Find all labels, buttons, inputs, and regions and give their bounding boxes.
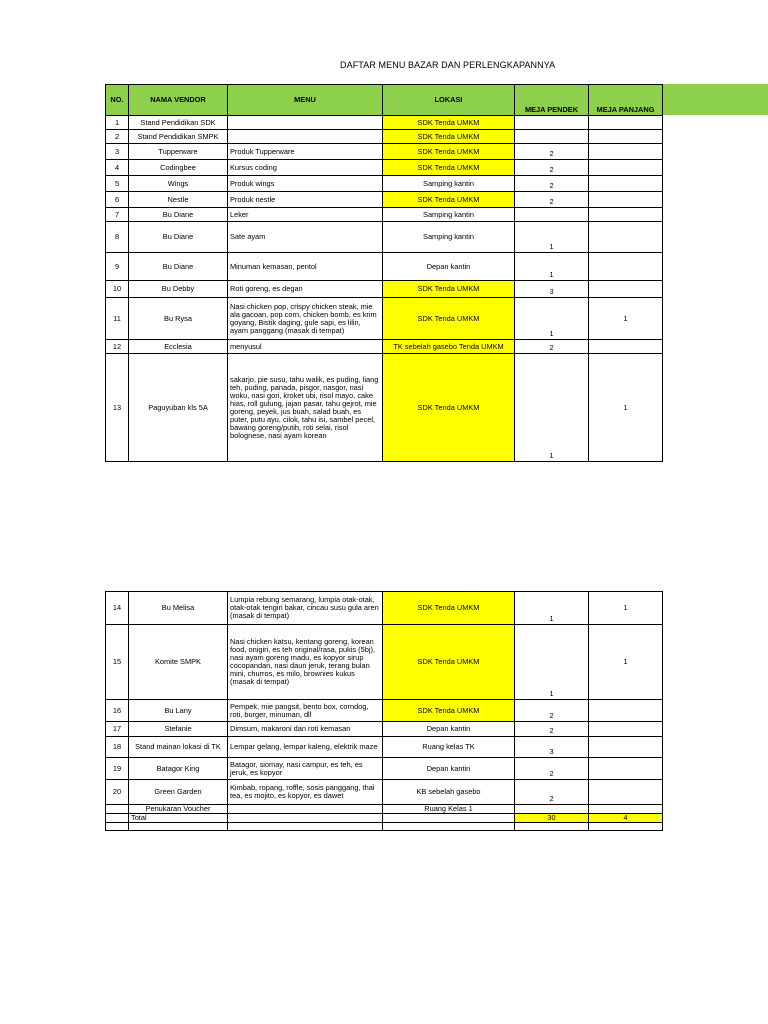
- row-lokasi: Ruang kelas TK: [383, 737, 515, 758]
- total-meja-pendek: 30: [515, 814, 589, 823]
- table-row: [106, 208, 663, 222]
- row-menu: Nasi chicken katsu, kentang goreng, korean food, onigiri, es teh original/rasa, pukis (5bj), nasi ayam goreng madu, es kopyor sirup cocopandan, nasi daun jeruk, terang bulan mini, churros, es milo, brownies kukus (masak di tempat): [228, 625, 383, 700]
- row-meja-pendek: 1: [515, 592, 589, 625]
- row-menu: Pempek, mie pangsit, bento box, corndog, roti, burger, minuman, dll: [228, 700, 383, 722]
- row-lokasi: Samping kantin: [383, 208, 515, 222]
- row-meja-pendek: [515, 208, 589, 222]
- header-green-fill: [663, 84, 768, 115]
- page-title: DAFTAR MENU BAZAR DAN PERLENGKAPANNYA: [340, 60, 556, 70]
- row-meja-panjang: [589, 144, 663, 160]
- row-vendor: Bu Diane: [129, 222, 228, 253]
- row-menu: [228, 130, 383, 144]
- row-meja-pendek: 1: [515, 222, 589, 253]
- row-no: 20: [106, 780, 129, 805]
- row-no: 9: [106, 253, 129, 281]
- row-lokasi: Samping kantin: [383, 222, 515, 253]
- row-meja-panjang: 1: [589, 592, 663, 625]
- row-vendor: Nestle: [129, 192, 228, 208]
- row-meja-pendek: [515, 116, 589, 130]
- row-menu: Lumpia rebung semarang, lumpia otak-otak, otak-otak tengiri bakar, cincau susu gula aren (masak di tempat): [228, 592, 383, 625]
- row-meja-panjang: [589, 780, 663, 805]
- row-vendor: Bu Rysa: [129, 298, 228, 340]
- row-vendor: Green Garden: [129, 780, 228, 805]
- row-meja-panjang: [589, 700, 663, 722]
- row-meja-pendek: 1: [515, 625, 589, 700]
- row-no: 11: [106, 298, 129, 340]
- row-no: 15: [106, 625, 129, 700]
- row-no: 16: [106, 700, 129, 722]
- menu-table-page-2: [105, 591, 663, 831]
- table-row: [106, 298, 663, 340]
- row-menu: Sate ayam: [228, 222, 383, 253]
- table-row: [106, 222, 663, 253]
- row-menu: Kimbab, ropang, roffle, sosis panggang, thai tea, es mojito, es kopyor, es dawet: [228, 780, 383, 805]
- table-row: [106, 737, 663, 758]
- row-menu: Produk nestle: [228, 192, 383, 208]
- row-menu: Produk Tupperware: [228, 144, 383, 160]
- row-no: 18: [106, 737, 129, 758]
- row-no: 17: [106, 722, 129, 737]
- voucher-no: [106, 805, 129, 814]
- header-vendor: NAMA VENDOR: [129, 85, 228, 116]
- row-lokasi: TK sebelah gasebo Tenda UMKM: [383, 340, 515, 354]
- row-vendor: Stefanie: [129, 722, 228, 737]
- row-meja-panjang: [589, 116, 663, 130]
- row-no: 5: [106, 176, 129, 192]
- row-lokasi: KB sebelah gasebo: [383, 780, 515, 805]
- row-meja-panjang: [589, 281, 663, 298]
- row-meja-pendek: 1: [515, 298, 589, 340]
- row-lokasi: SDK Tenda UMKM: [383, 281, 515, 298]
- table-row: [106, 340, 663, 354]
- row-no: 2: [106, 130, 129, 144]
- row-vendor: Codingbee: [129, 160, 228, 176]
- table-row: [106, 625, 663, 700]
- row-vendor: Batagor King: [129, 758, 228, 780]
- row-menu: Minuman kemasan, pentol: [228, 253, 383, 281]
- total-no: [106, 814, 129, 823]
- total-meja-panjang: 4: [589, 814, 663, 823]
- row-meja-panjang: [589, 160, 663, 176]
- row-meja-panjang: [589, 758, 663, 780]
- row-meja-panjang: [589, 722, 663, 737]
- row-menu: Produk wings: [228, 176, 383, 192]
- row-menu: Nasi chicken pop, crispy chicken steak, mie ala gacoan, pop corn, chicken bomb, es krim goyang, Bistik daging, gule sapi, es lilin, ayam panggang (masak di tempat): [228, 298, 383, 340]
- total-label: Total: [129, 814, 228, 823]
- row-vendor: Ecclesia: [129, 340, 228, 354]
- row-no: 8: [106, 222, 129, 253]
- table-row: [106, 780, 663, 805]
- row-lokasi: Depan kantin: [383, 722, 515, 737]
- row-vendor: Tupperware: [129, 144, 228, 160]
- row-no: 14: [106, 592, 129, 625]
- row-vendor: Stand Pendidikan SMPK: [129, 130, 228, 144]
- row-meja-pendek: 2: [515, 192, 589, 208]
- header-meja-panjang: MEJA PANJANG: [589, 85, 663, 116]
- voucher-lokasi: Ruang Kelas 1: [383, 805, 515, 814]
- voucher-vendor: Penukaran Voucher: [129, 805, 228, 814]
- table-row: [106, 354, 663, 462]
- row-no: 19: [106, 758, 129, 780]
- row-meja-pendek: 2: [515, 144, 589, 160]
- row-meja-panjang: [589, 737, 663, 758]
- row-menu: Kursus coding: [228, 160, 383, 176]
- row-meja-panjang: [589, 222, 663, 253]
- row-meja-panjang: 1: [589, 625, 663, 700]
- row-vendor: Bu Diane: [129, 253, 228, 281]
- row-vendor: Bu Debby: [129, 281, 228, 298]
- table-row: [106, 144, 663, 160]
- row-no: 6: [106, 192, 129, 208]
- row-no: 4: [106, 160, 129, 176]
- row-lokasi: SDK Tenda UMKM: [383, 192, 515, 208]
- row-menu: Batagor, siomay, nasi campur, es teh, es jeruk, es kopyor: [228, 758, 383, 780]
- row-menu: Dimsum, makaroni dan roti kemasan: [228, 722, 383, 737]
- row-menu: Lempar gelang, lempar kaleng, elektrik maze: [228, 737, 383, 758]
- row-meja-pendek: 2: [515, 758, 589, 780]
- row-menu: [228, 116, 383, 130]
- row-meja-pendek: 1: [515, 253, 589, 281]
- row-menu: menyusul: [228, 340, 383, 354]
- row-meja-pendek: 2: [515, 340, 589, 354]
- row-lokasi: SDK Tenda UMKM: [383, 298, 515, 340]
- row-vendor: Bu Melisa: [129, 592, 228, 625]
- table-row: [106, 192, 663, 208]
- row-lokasi: SDK Tenda UMKM: [383, 625, 515, 700]
- empty-row: [106, 823, 663, 831]
- table-row: [106, 758, 663, 780]
- row-lokasi: Samping kantin: [383, 176, 515, 192]
- row-lokasi: SDK Tenda UMKM: [383, 700, 515, 722]
- row-meja-panjang: [589, 130, 663, 144]
- row-meja-pendek: 2: [515, 176, 589, 192]
- row-meja-panjang: [589, 340, 663, 354]
- row-no: 10: [106, 281, 129, 298]
- table-row: [106, 592, 663, 625]
- row-meja-panjang: 1: [589, 354, 663, 462]
- total-row: [106, 814, 663, 823]
- row-no: 3: [106, 144, 129, 160]
- table-row: [106, 130, 663, 144]
- row-meja-pendek: 3: [515, 737, 589, 758]
- row-meja-pendek: 1: [515, 354, 589, 462]
- row-menu: Leker: [228, 208, 383, 222]
- row-lokasi: SDK Tenda UMKM: [383, 116, 515, 130]
- row-meja-panjang: [589, 192, 663, 208]
- row-no: 12: [106, 340, 129, 354]
- row-lokasi: SDK Tenda UMKM: [383, 160, 515, 176]
- row-meja-pendek: 2: [515, 780, 589, 805]
- table-row: [106, 160, 663, 176]
- table-row: [106, 281, 663, 298]
- row-menu: Roti goreng, es degan: [228, 281, 383, 298]
- row-meja-pendek: [515, 130, 589, 144]
- row-lokasi: SDK Tenda UMKM: [383, 144, 515, 160]
- row-meja-panjang: [589, 208, 663, 222]
- table-row: [106, 253, 663, 281]
- row-lokasi: SDK Tenda UMKM: [383, 592, 515, 625]
- row-lokasi: SDK Tenda UMKM: [383, 354, 515, 462]
- row-lokasi: Depan kantin: [383, 758, 515, 780]
- header-meja-pendek: MEJA PENDEK: [515, 85, 589, 116]
- voucher-panjang: [589, 805, 663, 814]
- header-menu: MENU: [228, 85, 383, 116]
- total-menu: [228, 814, 383, 823]
- row-lokasi: SDK Tenda UMKM: [383, 130, 515, 144]
- row-vendor: Bu Diane: [129, 208, 228, 222]
- row-vendor: Komite SMPK: [129, 625, 228, 700]
- header-row: [106, 85, 663, 116]
- table-row: [106, 700, 663, 722]
- row-meja-pendek: 2: [515, 700, 589, 722]
- row-meja-pendek: 2: [515, 160, 589, 176]
- row-meja-panjang: [589, 176, 663, 192]
- row-vendor: Paguyuban kls 5A: [129, 354, 228, 462]
- voucher-row: [106, 805, 663, 814]
- row-meja-panjang: 1: [589, 298, 663, 340]
- total-lokasi: [383, 814, 515, 823]
- row-meja-pendek: 3: [515, 281, 589, 298]
- row-no: 1: [106, 116, 129, 130]
- table-row: [106, 722, 663, 737]
- menu-table-page-1: [105, 84, 663, 462]
- header-no: NO.: [106, 85, 129, 116]
- table-row: [106, 116, 663, 130]
- voucher-menu: [228, 805, 383, 814]
- row-menu: sakarjo, pie susu, tahu walik, es puding, liang teh, puding, panada, pisgor, nasgor, nasi woku, nasi gori, kroket ubi, risol mayo, cake hias, roll gulung, jajan pasar, tahu gejrot, mie goreng, peyek, jus buah, salad buah, es puter, putu ayu, cilok, tahu isi, sambel pecel, bawang goreng/putih, roti selai, risol bolognese, nasi ayam korean: [228, 354, 383, 462]
- row-vendor: Wings: [129, 176, 228, 192]
- table-row: [106, 176, 663, 192]
- row-vendor: Stand Pendidikan SDK: [129, 116, 228, 130]
- row-no: 13: [106, 354, 129, 462]
- row-no: 7: [106, 208, 129, 222]
- row-meja-pendek: 2: [515, 722, 589, 737]
- row-vendor: Bu Lany: [129, 700, 228, 722]
- row-meja-panjang: [589, 253, 663, 281]
- header-lokasi: LOKASI: [383, 85, 515, 116]
- row-lokasi: Depan kantin: [383, 253, 515, 281]
- voucher-pendek: [515, 805, 589, 814]
- row-vendor: Stand mainan lokasi di TK: [129, 737, 228, 758]
